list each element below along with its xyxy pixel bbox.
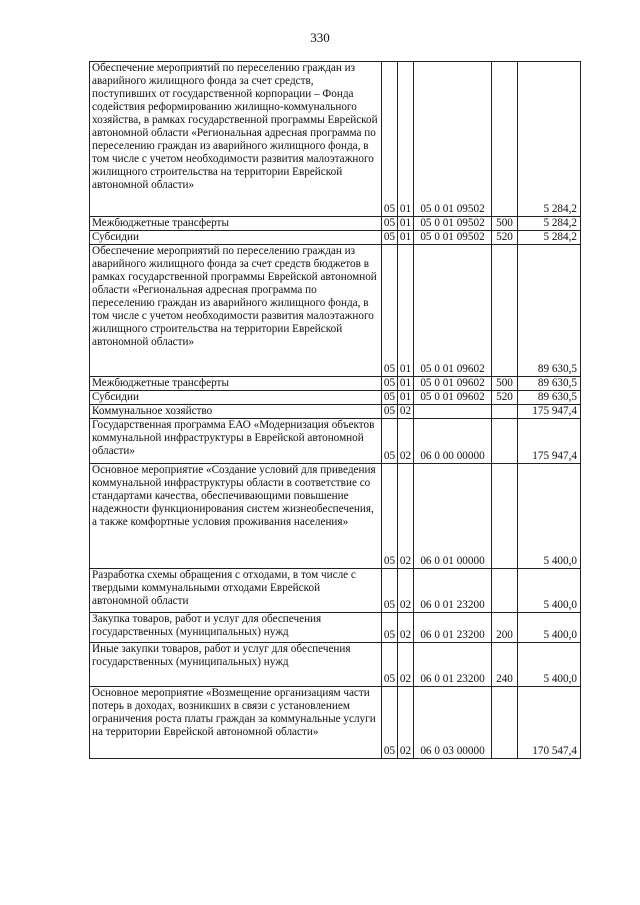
expense-type-code (492, 419, 518, 464)
expense-type-code: 240 (492, 643, 518, 687)
item-name: Субсидии (90, 231, 382, 245)
subsection-code: 02 (398, 419, 414, 464)
subsection-code: 02 (398, 687, 414, 759)
subsection-code: 02 (398, 569, 414, 613)
target-article-code: 06 0 01 23200 (414, 569, 492, 613)
section-code: 05 (382, 569, 398, 613)
table-row (90, 217, 581, 231)
target-article-code: 06 0 01 00000 (414, 464, 492, 569)
item-name: Разработка схемы обращения с отходами, в том числе с твердыми коммунальными отходами Еврейской автономной области (90, 569, 382, 613)
amount: 175 947,4 (518, 419, 581, 464)
item-name: Основное мероприятие «Создание условий для приведения коммунальной инфраструктуры области в соответствие со стандартами качества, обеспечивающими повышение надежности функционирования систем жизнеобеспечения, а также комфортные условия проживания населения» (90, 464, 382, 569)
subsection-code: 02 (398, 464, 414, 569)
target-article-code: 06 0 01 23200 (414, 613, 492, 643)
amount: 89 630,5 (518, 245, 581, 377)
subsection-code: 01 (398, 377, 414, 391)
amount: 5 284,2 (518, 217, 581, 231)
amount: 5 400,0 (518, 569, 581, 613)
amount: 89 630,5 (518, 377, 581, 391)
amount: 5 400,0 (518, 464, 581, 569)
table-row (90, 464, 581, 569)
amount: 5 284,2 (518, 62, 581, 217)
target-article-code: 06 0 03 00000 (414, 687, 492, 759)
subsection-code: 02 (398, 643, 414, 687)
section-code: 05 (382, 643, 398, 687)
amount: 5 284,2 (518, 231, 581, 245)
subsection-code: 01 (398, 62, 414, 217)
amount: 175 947,4 (518, 405, 581, 419)
expense-type-code: 520 (492, 391, 518, 405)
target-article-code: 05 0 01 09502 (414, 62, 492, 217)
subsection-code: 01 (398, 217, 414, 231)
section-code: 05 (382, 613, 398, 643)
item-name: Межбюджетные трансферты (90, 377, 382, 391)
amount: 5 400,0 (518, 613, 581, 643)
expense-type-code: 520 (492, 231, 518, 245)
table-row (90, 231, 581, 245)
item-name: Иные закупки товаров, работ и услуг для обеспечения государственных (муниципальных) нужд (90, 643, 382, 687)
section-code: 05 (382, 687, 398, 759)
expense-type-code: 500 (492, 377, 518, 391)
amount: 89 630,5 (518, 391, 581, 405)
target-article-code: 06 0 00 00000 (414, 419, 492, 464)
budget-table-body (90, 62, 581, 759)
subsection-code: 01 (398, 245, 414, 377)
target-article-code: 05 0 01 09602 (414, 245, 492, 377)
target-article-code: 06 0 01 23200 (414, 643, 492, 687)
item-name: Субсидии (90, 391, 382, 405)
table-row (90, 569, 581, 613)
item-name: Обеспечение мероприятий по переселению граждан из аварийного жилищного фонда за счет средств бюджетов в рамках государственной программы Еврейской автономной области «Региональная адресная программа по переселению граждан из аварийного жилищного фонда, в том числе с учетом необходимости развития малоэтажного жилищного строительства на территории Еврейской автономной области» (90, 245, 382, 377)
item-name: Обеспечение мероприятий по переселению граждан из аварийного жилищного фонда за счет средств, поступивших от государственной корпорации – Фонда содействия реформированию жилищно-коммунального хозяйства, в рамках государственной программы Еврейской автономной области «Региональная адресная программа по переселению граждан из аварийного жилищного фонда, в том числе с учетом необходимости развития малоэтажного жилищного строительства на территории Еврейской автономной области» (90, 62, 382, 217)
section-code: 05 (382, 391, 398, 405)
expense-type-code (492, 464, 518, 569)
page-number: 330 (310, 30, 330, 45)
table-row (90, 62, 581, 217)
section-code: 05 (382, 405, 398, 419)
expense-type-code (492, 245, 518, 377)
expense-type-code (492, 569, 518, 613)
table-row (90, 613, 581, 643)
subsection-code: 02 (398, 405, 414, 419)
expense-type-code: 200 (492, 613, 518, 643)
amount: 170 547,4 (518, 687, 581, 759)
table-row (90, 687, 581, 759)
expense-type-code (492, 405, 518, 419)
item-name: Государственная программа ЕАО «Модернизация объектов коммунальной инфраструктуры в Еврейской автономной области» (90, 419, 382, 464)
table-row (90, 405, 581, 419)
table-row (90, 643, 581, 687)
target-article-code: 05 0 01 09502 (414, 217, 492, 231)
budget-table (89, 61, 581, 759)
section-code: 05 (382, 231, 398, 245)
expense-type-code (492, 62, 518, 217)
item-name: Закупка товаров, работ и услуг для обеспечения государственных (муниципальных) нужд (90, 613, 382, 643)
expense-type-code: 500 (492, 217, 518, 231)
amount: 5 400,0 (518, 643, 581, 687)
target-article-code (414, 405, 492, 419)
item-name: Основное мероприятие «Возмещение организациям части потерь в доходах, возникших в связи с установлением ограничения роста платы граждан за коммунальные услуги на территории Еврейской автономной области» (90, 687, 382, 759)
target-article-code: 05 0 01 09502 (414, 231, 492, 245)
section-code: 05 (382, 62, 398, 217)
section-code: 05 (382, 245, 398, 377)
table-row (90, 419, 581, 464)
table-row (90, 377, 581, 391)
section-code: 05 (382, 419, 398, 464)
item-name: Межбюджетные трансферты (90, 217, 382, 231)
target-article-code: 05 0 01 09602 (414, 391, 492, 405)
subsection-code: 01 (398, 231, 414, 245)
section-code: 05 (382, 377, 398, 391)
expense-type-code (492, 687, 518, 759)
target-article-code: 05 0 01 09602 (414, 377, 492, 391)
subsection-code: 02 (398, 613, 414, 643)
section-code: 05 (382, 217, 398, 231)
section-code: 05 (382, 464, 398, 569)
table-row (90, 245, 581, 377)
item-name: Коммунальное хозяйство (90, 405, 382, 419)
table-row (90, 391, 581, 405)
subsection-code: 01 (398, 391, 414, 405)
